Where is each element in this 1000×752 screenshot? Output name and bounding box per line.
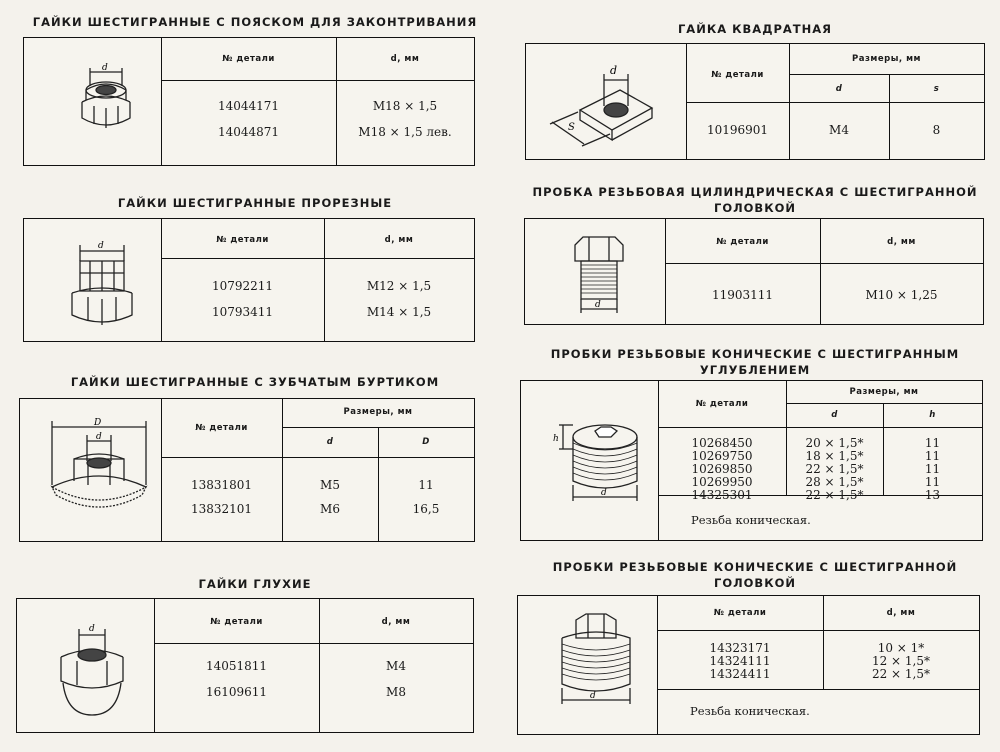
header-part-number: № детали xyxy=(695,399,749,409)
part-number: 16109611 xyxy=(205,685,268,699)
square-nut-drawing xyxy=(540,50,670,155)
title-line: ПРОБКИ РЕЗЬБОВЫЕ КОНИЧЕСКИЕ С ШЕСТИГРАННОЙ xyxy=(552,560,958,574)
size-D: 16,5 xyxy=(412,502,440,516)
section-title-locking-collar-nuts: ГАЙКИ ШЕСТИГРАННЫЕ С ПОЯСКОМ ДЛЯ ЗАКОНТРИВАНИЯ xyxy=(32,15,478,29)
header-part-number: № детали xyxy=(713,608,767,618)
thread-size: M14 × 1,5 xyxy=(366,305,432,319)
part-number: 14324111 xyxy=(709,654,771,668)
header-sizes-mm: Размеры, мм xyxy=(849,387,919,397)
size-h: 11 xyxy=(924,436,941,450)
size-d: 18 × 1,5* xyxy=(805,449,864,463)
header-h: h xyxy=(929,410,936,420)
section-title-cylindrical-plug xyxy=(520,184,990,216)
d-value-list xyxy=(823,642,979,681)
size-s: 8 xyxy=(932,123,941,137)
header-part-number: № детали xyxy=(711,70,764,80)
toothed-flange-nut-drawing xyxy=(44,415,154,525)
part-number: 10793411 xyxy=(211,305,274,319)
thread-size: M4 xyxy=(386,659,406,673)
header-d-mm: d, мм xyxy=(384,235,414,245)
part-number: 13832101 xyxy=(190,502,253,516)
dim-label-d: d xyxy=(102,63,108,73)
header-D: D xyxy=(422,437,430,447)
cap-nut-drawing xyxy=(47,615,137,720)
title-line: ГОЛОВКОЙ xyxy=(714,201,796,215)
title-line: УГЛУБЛЕНИЕМ xyxy=(699,363,811,377)
section-title-toothed-flange-nuts: ГАЙКИ ШЕСТИГРАННЫЕ С ЗУБЧАТЫМ БУРТИКОМ xyxy=(70,375,440,389)
part-number: 14325301 xyxy=(691,488,753,502)
table-conical-socket-plugs xyxy=(520,380,983,541)
part-number: 10269750 xyxy=(691,449,753,463)
header-sizes-mm: Размеры, мм xyxy=(343,407,413,417)
header-part-number: № детали xyxy=(195,423,248,433)
dim-label-d: d xyxy=(595,300,601,310)
dim-label-d: d xyxy=(610,64,618,77)
thread-size: M8 xyxy=(386,685,406,699)
part-number: 10268450 xyxy=(691,436,753,450)
title-line: ГОЛОВКОЙ xyxy=(714,576,796,590)
dim-label-h: h xyxy=(553,434,559,444)
dim-label-d: d xyxy=(590,691,596,701)
header-part-number: № детали xyxy=(216,235,269,245)
size-h: 11 xyxy=(924,475,941,489)
header-d-mm: d, мм xyxy=(390,54,420,64)
dim-label-d: d xyxy=(98,241,104,251)
d-value-list xyxy=(786,437,883,502)
thread-size: M12 × 1,5 xyxy=(366,279,432,293)
part-number: 13831801 xyxy=(190,478,253,492)
header-d-mm: d, мм xyxy=(381,617,411,627)
size-d: M4 xyxy=(829,123,849,137)
dim-label-s: S xyxy=(568,122,575,133)
dim-label-d: d xyxy=(601,488,607,498)
header-d: d xyxy=(835,84,843,94)
table-toothed-flange-nuts xyxy=(19,398,475,542)
part-number-list xyxy=(657,642,823,681)
section-title-slotted-nuts: ГАЙКИ ШЕСТИГРАННЫЕ ПРОРЕЗНЫЕ xyxy=(117,196,393,210)
dim-label-d: d xyxy=(96,432,102,442)
thread-size: 22 × 1,5* xyxy=(871,667,931,681)
hex-socket-plug-drawing xyxy=(549,409,659,509)
header-d: d xyxy=(326,437,334,447)
part-number: 10269850 xyxy=(691,462,753,476)
header-d: d xyxy=(831,410,838,420)
header-d-mm: d, мм xyxy=(887,237,916,247)
section-title-conical-socket-plugs xyxy=(520,346,990,378)
slotted-nut-drawing xyxy=(62,233,142,333)
header-part-number: № детали xyxy=(716,237,769,247)
header-d-mm: d, мм xyxy=(886,608,916,618)
table-cap-nuts xyxy=(16,598,474,733)
part-number: 11903111 xyxy=(711,288,774,302)
hex-head-plug-drawing xyxy=(565,229,645,319)
thread-note: Резьба коническая. xyxy=(690,704,810,718)
size-d: M5 xyxy=(320,478,340,492)
part-number: 14324411 xyxy=(709,667,771,681)
size-h: 13 xyxy=(924,488,941,502)
table-locking-collar-nuts xyxy=(23,37,475,166)
table-conical-hex-head-plugs xyxy=(517,595,980,735)
dim-label-D: D xyxy=(94,418,102,428)
size-h: 11 xyxy=(924,462,941,476)
part-number: 14044171 xyxy=(217,99,280,113)
size-d: 22 × 1,5* xyxy=(805,488,864,502)
part-number-list xyxy=(658,437,786,502)
header-s: s xyxy=(933,84,940,94)
thread-size: 12 × 1,5* xyxy=(871,654,931,668)
h-value-list xyxy=(883,437,982,502)
part-number: 10196901 xyxy=(706,123,769,137)
title-line: ПРОБКА РЕЗЬБОВАЯ ЦИЛИНДРИЧЕСКАЯ С ШЕСТИГРАННОЙ xyxy=(532,185,978,199)
thread-size: M18 × 1,5 лев. xyxy=(358,125,452,139)
table-square-nut xyxy=(525,43,985,160)
size-d: 20 × 1,5* xyxy=(805,436,864,450)
header-part-number: № детали xyxy=(210,617,263,627)
table-cylindrical-plug xyxy=(524,218,984,325)
size-d: M6 xyxy=(320,502,340,516)
size-d: 22 × 1,5* xyxy=(805,462,864,476)
dim-label-d: d xyxy=(89,624,95,634)
size-D: 11 xyxy=(418,478,434,492)
part-number: 14051811 xyxy=(205,659,268,673)
table-slotted-nuts xyxy=(23,218,475,342)
thread-note: Резьба коническая. xyxy=(691,513,811,527)
conical-hex-plug-drawing xyxy=(546,610,646,710)
title-line: ПРОБКИ РЕЗЬБОВЫЕ КОНИЧЕСКИЕ С ШЕСТИГРАННЫМ xyxy=(550,347,960,361)
thread-size: M18 × 1,5 xyxy=(372,99,438,113)
section-title-conical-hex-head-plugs xyxy=(520,559,990,591)
size-h: 11 xyxy=(924,449,941,463)
part-number: 10792211 xyxy=(211,279,274,293)
header-part-number: № детали xyxy=(222,54,275,64)
thread-size: M10 × 1,25 xyxy=(865,288,938,302)
hex-collar-nut-drawing xyxy=(64,60,144,140)
size-d: 28 × 1,5* xyxy=(805,475,864,489)
part-number: 14044871 xyxy=(217,125,280,139)
section-title-square-nut: ГАЙКА КВАДРАТНАЯ xyxy=(677,22,833,36)
part-number: 10269950 xyxy=(691,475,753,489)
section-title-cap-nuts: ГАЙКИ ГЛУХИЕ xyxy=(198,577,312,591)
thread-size: 10 × 1* xyxy=(877,641,925,655)
part-number: 14323171 xyxy=(709,641,771,655)
header-sizes-mm: Размеры, мм xyxy=(852,54,921,64)
